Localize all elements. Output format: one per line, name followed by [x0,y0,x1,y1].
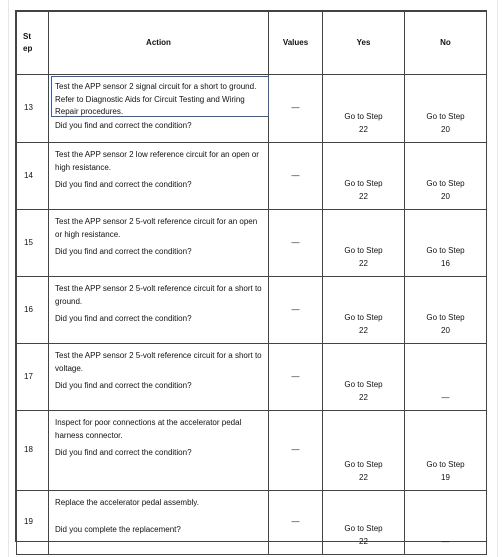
yes-target-label: Go to Step [344,246,383,255]
values-cell: — [269,210,323,277]
header-values: Values [269,12,323,75]
action-question: Did you find and correct the condition? [55,448,192,457]
action-text: Test the APP sensor 2 signal circuit for a short to ground. Refer to Diagnostic Aids for Circuit Testing and Wiring Repair procedures. [55,82,257,116]
action-text: Replace the accelerator pedal assembly. [55,498,199,507]
no-target-step: 20 [441,124,450,134]
yes-target-label: Go to Step [344,179,383,188]
no-cell[interactable] [405,75,487,143]
no-cell [405,491,487,555]
no-target-dash: — [441,392,450,402]
yes-target-label: Go to Step [344,112,383,121]
no-target-step: 20 [441,191,450,201]
yes-target-step: 22 [359,536,368,546]
header-no: No [405,12,487,75]
yes-target-label: Go to Step [344,460,383,469]
step-number: 14 [17,143,49,210]
action-question: Did you find and correct the condition? [55,180,192,189]
step-number: 13 [17,75,49,143]
action-cell [49,344,269,411]
yes-target-step: 22 [359,258,368,268]
yes-cell[interactable] [323,210,405,277]
step-number: 15 [17,210,49,277]
header-row [17,12,487,75]
header-step [17,12,49,75]
yes-target-step: 22 [359,472,368,482]
table-row [17,75,487,143]
page-edge-right [497,0,498,557]
values-cell: — [269,143,323,210]
no-target-step: 20 [441,325,450,335]
action-cell [49,75,269,143]
action-question: Did you complete the replacement? [55,524,181,534]
yes-target-label: Go to Step [344,524,383,533]
action-question: Did you find and correct the condition? [55,247,192,256]
step-number: 19 [17,491,49,555]
no-target-label: Go to Step [426,246,465,255]
yes-cell[interactable] [323,491,405,555]
values-cell: — [269,491,323,555]
action-cell [49,277,269,344]
diagnostic-table-frame [15,10,487,546]
table-row [17,210,487,277]
no-target-dash: — [441,536,450,546]
action-question: Did you find and correct the condition? [55,314,192,323]
yes-target-step: 22 [359,325,368,335]
no-target-label: Go to Step [426,313,465,322]
no-target-step: 16 [441,258,450,268]
table-row [17,411,487,491]
action-cell [49,491,269,555]
table-row [17,277,487,344]
values-cell: — [269,344,323,411]
no-cell [405,344,487,411]
no-target-label: Go to Step [426,179,465,188]
no-target-label: Go to Step [426,112,465,121]
no-cell[interactable] [405,143,487,210]
action-text: Test the APP sensor 2 low reference circuit for an open or high resistance. [55,150,259,172]
table-row [17,491,487,555]
yes-cell[interactable] [323,411,405,491]
action-cell [49,210,269,277]
step-number: 17 [17,344,49,411]
values-cell: — [269,75,323,143]
table-row [17,344,487,411]
header-step-line2: ep [23,44,33,53]
action-text: Inspect for poor connections at the accelerator pedal harness connector. [55,418,242,440]
no-cell[interactable] [405,210,487,277]
no-target-label: Go to Step [426,460,465,469]
step-number: 18 [17,411,49,491]
values-cell: — [269,277,323,344]
no-cell[interactable] [405,411,487,491]
action-question: Did you find and correct the condition? [55,381,192,390]
action-question: Did you find and correct the condition? [55,120,192,130]
yes-cell[interactable] [323,75,405,143]
yes-cell[interactable] [323,143,405,210]
action-text: Test the APP sensor 2 5-volt reference circuit for a short to voltage. [55,351,262,373]
page-edge-left [8,0,9,557]
action-cell [49,143,269,210]
header-action: Action [49,12,269,75]
yes-cell[interactable] [323,277,405,344]
header-step-line1: St [23,31,31,41]
diagnostic-table [16,11,487,555]
step-number: 16 [17,277,49,344]
yes-target-step: 22 [359,392,368,402]
values-cell: — [269,411,323,491]
yes-target-label: Go to Step [344,313,383,322]
yes-target-step: 22 [359,124,368,134]
table-row [17,143,487,210]
yes-target-step: 22 [359,191,368,201]
action-text: Test the APP sensor 2 5-volt reference circuit for an open or high resistance. [55,217,258,239]
no-target-step: 19 [441,472,450,482]
action-text: Test the APP sensor 2 5-volt reference circuit for a short to ground. [55,284,262,306]
action-cell [49,411,269,491]
yes-target-label: Go to Step [344,380,383,389]
no-cell[interactable] [405,277,487,344]
header-yes: Yes [323,12,405,75]
yes-cell[interactable] [323,344,405,411]
